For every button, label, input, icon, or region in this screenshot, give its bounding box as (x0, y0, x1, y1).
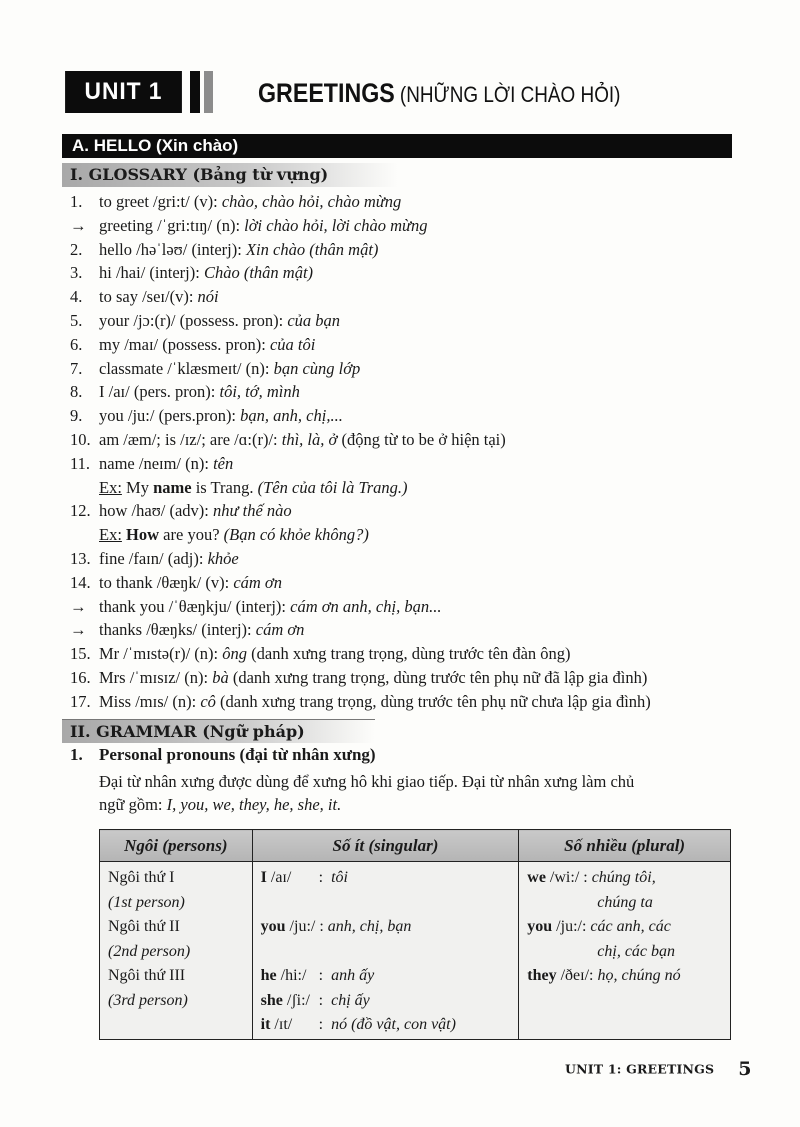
item-meaning: cám ơn (233, 572, 282, 592)
item-note: (danh xưng trang trọng, dùng trước tên phụ nữ đã lập gia đình) (228, 667, 648, 687)
example-label: Ex: (99, 525, 122, 545)
list-item (70, 595, 750, 619)
list-item (70, 452, 750, 476)
decorative-bar-gray (204, 71, 213, 113)
header-persons: Ngôi (persons) (100, 830, 253, 862)
page-footer (565, 1058, 752, 1080)
item-term: fine /faɪn/ (adj): (99, 548, 208, 568)
list-item (70, 380, 750, 404)
item-meaning: Xin chào (thân mật) (245, 239, 379, 259)
pronoun-meaning-cont: chúng ta (597, 893, 653, 911)
item-note: (động từ to be ở hiện tại) (337, 429, 506, 449)
item-note: (danh xưng trang trọng, dùng trước tên đàn ông) (247, 644, 571, 664)
unit-title-vi: (NHỮNG LỜI CHÀO HỎI) (399, 82, 621, 107)
pronoun-entry (261, 866, 511, 891)
pronoun-meaning: chúng tôi, (591, 869, 656, 886)
glossary-heading: I. GLOSSARY (Bảng từ vựng) (62, 163, 398, 187)
item-number: 9. (70, 406, 83, 426)
item-meaning: thì, là, ở (281, 429, 338, 449)
item-term: Mrs /ˈmɪsɪz/ (n): (99, 667, 213, 687)
grammar-description (99, 770, 739, 816)
item-term: greeting /ˈgri:tɪŋ/ (n): (99, 215, 245, 235)
item-meaning: cám ơn (255, 620, 305, 640)
pronoun-table (99, 829, 731, 1040)
item-meaning: của bạn (287, 310, 341, 330)
separator: : (318, 869, 324, 886)
item-term: Mr /ˈmɪstə(r)/ (n): (99, 644, 223, 664)
example-text: are you? (159, 525, 224, 545)
unit-header (62, 71, 213, 113)
grammar-heading: II. GRAMMAR (Ngữ pháp) (62, 719, 375, 743)
item-term: to thank /θæŋk/ (v): (99, 572, 234, 592)
list-item (70, 690, 750, 714)
grammar-subheading (70, 745, 376, 765)
item-meaning: chào, chào hỏi, chào mừng (221, 192, 402, 211)
item-term: Miss /mɪs/ (n): (99, 691, 201, 711)
list-item (70, 309, 750, 333)
pronoun-meaning: nó (đồ vật, con vật) (331, 1016, 456, 1033)
item-number: 17. (70, 691, 91, 711)
pronoun-entry (527, 866, 722, 891)
table-row (100, 862, 731, 1040)
item-meaning: lời chào hỏi, lời chào mừng (244, 215, 428, 235)
item-meaning: như thế nào (213, 501, 292, 521)
item-term: how /haʊ/ (adv): (99, 501, 213, 521)
pronoun-word: she (260, 991, 283, 1009)
pronoun-ipa: /ʃi:/ (282, 991, 310, 1009)
pronoun-meaning-cont: chị, các bạn (597, 942, 676, 960)
pronoun-word: I (260, 869, 267, 886)
arrow-icon: → (70, 620, 87, 640)
separator: : (318, 967, 324, 984)
item-term: thanks /θæŋks/ (interj): (99, 620, 256, 640)
item-meaning: khỏe (207, 548, 239, 568)
pronoun-meaning: các anh, các (590, 918, 671, 935)
example-translation: (Bạn có khỏe không?) (223, 525, 369, 545)
item-meaning: nói (197, 287, 219, 307)
item-term: my /maɪ/ (possess. pron): (99, 334, 270, 354)
list-item (70, 404, 750, 428)
pronoun-word: you (527, 918, 553, 935)
item-number: 4. (70, 287, 83, 307)
item-number: 7. (70, 358, 83, 378)
item-number: 15. (70, 644, 91, 664)
table-header-row (100, 830, 731, 862)
item-meaning: cô (200, 691, 216, 711)
list-item (70, 642, 750, 666)
pronoun-word: he (260, 967, 277, 984)
item-number: 8. (70, 382, 83, 402)
example-keyword: name (153, 477, 192, 497)
pronoun-ipa: /ju:/ : (285, 918, 328, 935)
pronoun-entry (261, 964, 511, 989)
list-item (70, 285, 750, 309)
pronoun-meaning: chị ấy (331, 991, 370, 1009)
item-term: classmate /ˈklæsmeɪt/ (n): (99, 358, 274, 378)
glossary-list (70, 190, 750, 714)
pronoun-word: we (527, 869, 546, 886)
list-item (70, 238, 750, 262)
item-term: I /aɪ/ (pers. pron): (99, 382, 220, 402)
example-label: Ex: (99, 477, 122, 497)
item-term: thank you /ˈθæŋkju/ (interj): (99, 596, 291, 616)
example-translation: (Tên của tôi là Trang.) (257, 477, 408, 497)
item-meaning: ông (222, 644, 248, 664)
section-a-heading: A. HELLO (Xin chào) (62, 134, 732, 158)
unit-label: UNIT 1 (65, 71, 182, 113)
pronoun-meaning: họ, chúng nó (597, 967, 681, 984)
item-meaning: cám ơn anh, chị, bạn... (290, 596, 442, 616)
item-number: 12. (70, 501, 91, 521)
item-number: 1. (70, 192, 83, 211)
item-term: you /ju:/ (pers.pron): (99, 406, 241, 426)
item-number: 2. (70, 239, 83, 259)
pronoun-ipa: /wi:/ : (545, 869, 592, 886)
person-en: (2nd person) (108, 942, 191, 960)
unit-title (258, 78, 620, 109)
pronoun-ipa: /ɪt/ (270, 1016, 293, 1033)
example-text: is Trang. (191, 477, 258, 497)
example-text: My (121, 477, 154, 497)
example-keyword: How (126, 525, 160, 545)
decorative-bar-black (190, 71, 200, 113)
running-title: UNIT 1: GREETINGS (565, 1061, 715, 1077)
header-plural: Số nhiều (plural) (519, 830, 731, 862)
plural-cell (519, 862, 731, 1040)
item-number: 14. (70, 572, 91, 592)
item-term: hello /həˈləʊ/ (interj): (99, 239, 246, 259)
list-item (70, 214, 750, 238)
item-number: 16. (70, 667, 91, 687)
item-number: 5. (70, 310, 83, 330)
example-row (70, 476, 750, 500)
pronoun-list: I, you, we, they, he, she, it. (166, 795, 342, 814)
item-meaning: bạn, anh, chị,... (240, 406, 343, 426)
pronoun-word: it (260, 1016, 271, 1033)
item-meaning: bà (212, 667, 229, 687)
item-meaning: tên (213, 453, 234, 473)
singular-cell (252, 862, 519, 1040)
description-line: Đại từ nhân xưng được dùng để xưng hô khi giao tiếp. Đại từ nhân xưng làm chủ (99, 772, 635, 791)
persons-cell (100, 862, 253, 1040)
pronoun-ipa: /ðeɪ/: (556, 967, 598, 984)
pronoun-meaning: anh, chị, bạn (327, 918, 412, 935)
person-name: Ngôi thứ III (108, 967, 186, 984)
item-term: to greet /gri:t/ (v): (99, 192, 222, 211)
item-number: 11. (70, 453, 91, 473)
unit-title-en: GREETINGS (258, 78, 395, 108)
item-note: (danh xưng trang trọng, dùng trước tên phụ nữ chưa lập gia đình) (215, 691, 651, 711)
header-singular: Số ít (singular) (252, 830, 519, 862)
list-item (70, 428, 750, 452)
item-term: to say /seɪ/(v): (99, 287, 198, 307)
pronoun-ipa: /ju:/: (552, 918, 591, 935)
grammar-subtitle: Personal pronouns (đại từ nhân xưng) (99, 745, 376, 764)
description-line (99, 793, 739, 816)
example-row (70, 523, 750, 547)
item-meaning: tôi, tớ, mình (219, 382, 300, 402)
list-item (70, 357, 750, 381)
pronoun-entry (261, 915, 511, 940)
item-term: name /neɪm/ (n): (99, 453, 214, 473)
page-number: 5 (738, 1058, 752, 1080)
person-name: Ngôi thứ II (108, 918, 180, 935)
pronoun-entry (261, 1013, 511, 1038)
item-term: hi /hai/ (interj): (99, 263, 204, 283)
item-meaning: bạn cùng lớp (273, 358, 361, 378)
item-meaning: Chào (thân mật) (203, 263, 314, 283)
item-meaning: của tôi (269, 334, 316, 354)
list-item (70, 261, 750, 285)
item-number: 3. (70, 263, 83, 283)
pronoun-word: you (260, 918, 286, 935)
separator: : (318, 1016, 324, 1033)
person-en: (1st person) (108, 893, 185, 911)
list-item (70, 333, 750, 357)
pronoun-word: they (527, 967, 557, 984)
person-name: Ngôi thứ I (108, 869, 175, 886)
list-item (70, 190, 750, 214)
description-text: ngữ gồm: (99, 795, 167, 814)
person-en: (3rd person) (108, 991, 188, 1009)
item-number: 1. (70, 745, 83, 764)
pronoun-entry (527, 915, 722, 940)
arrow-icon: → (70, 596, 87, 616)
item-number: 13. (70, 548, 91, 568)
pronoun-meaning: tôi (331, 869, 348, 886)
list-item (70, 499, 750, 523)
pronoun-ipa: /hi:/ (276, 967, 307, 984)
list-item (70, 666, 750, 690)
item-number: 6. (70, 334, 83, 354)
list-item (70, 547, 750, 571)
list-item (70, 618, 750, 642)
pronoun-meaning: anh ấy (331, 967, 375, 984)
item-number: 10. (70, 429, 91, 449)
list-item (70, 571, 750, 595)
item-term: your /jɔ:(r)/ (possess. pron): (99, 310, 288, 330)
item-term: am /æm/; is /ɪz/; are /ɑ:(r)/: (99, 429, 282, 449)
separator: : (318, 991, 324, 1009)
arrow-icon: → (70, 215, 87, 235)
pronoun-ipa: /aɪ/ (266, 869, 292, 886)
pronoun-entry (527, 964, 722, 989)
pronoun-entry (261, 989, 511, 1014)
